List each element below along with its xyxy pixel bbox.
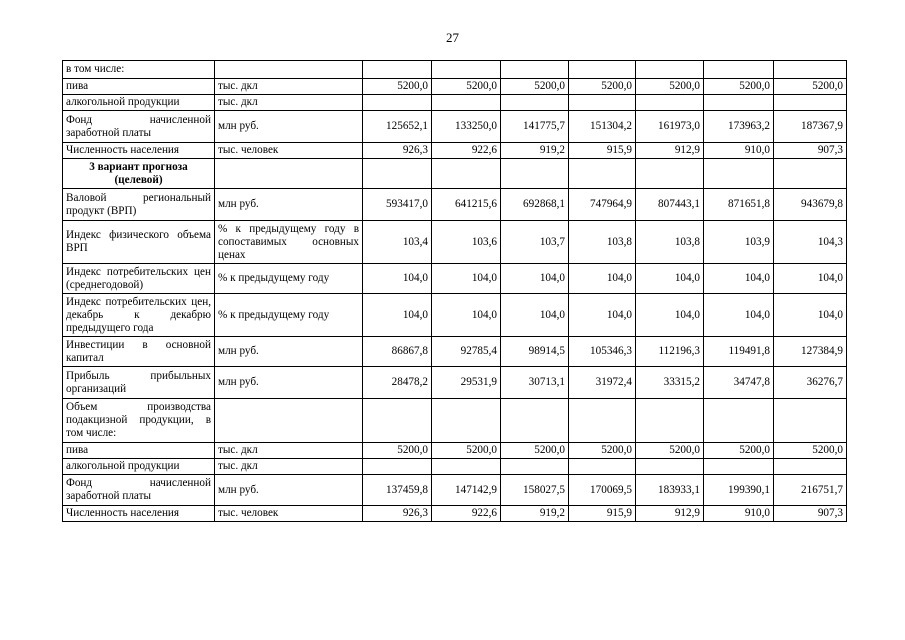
page-number: 27: [446, 30, 459, 45]
value-cell: 103,8: [569, 221, 636, 264]
indicator-name: Численность населения: [63, 506, 215, 522]
value-cell: [432, 159, 501, 189]
value-cell: [774, 61, 847, 79]
value-cell: 30713,1: [501, 367, 569, 399]
indicator-name: алкогольной продукции: [63, 459, 215, 475]
value-cell: [569, 61, 636, 79]
value-cell: 103,8: [636, 221, 704, 264]
value-cell: 943679,8: [774, 189, 847, 221]
value-cell: 5200,0: [501, 79, 569, 95]
value-cell: 161973,0: [636, 111, 704, 143]
value-cell: 910,0: [704, 143, 774, 159]
unit-cell: % к предыдущему году в сопоставимых основных ценах: [215, 221, 363, 264]
value-cell: [432, 95, 501, 111]
table-row: [63, 264, 847, 294]
value-cell: 915,9: [569, 143, 636, 159]
value-cell: 151304,2: [569, 111, 636, 143]
table-row: [63, 189, 847, 221]
unit-cell: [215, 399, 363, 443]
value-cell: 104,0: [501, 294, 569, 337]
value-cell: 34747,8: [704, 367, 774, 399]
unit-cell: тыс. человек: [215, 506, 363, 522]
value-cell: 92785,4: [432, 337, 501, 367]
value-cell: 692868,1: [501, 189, 569, 221]
value-cell: 922,6: [432, 506, 501, 522]
table-row: [63, 95, 847, 111]
value-cell: 147142,9: [432, 475, 501, 506]
indicator-name: алкогольной продукции: [63, 95, 215, 111]
unit-cell: тыс. дкл: [215, 95, 363, 111]
value-cell: [363, 61, 432, 79]
table-row: [63, 111, 847, 143]
value-cell: 919,2: [501, 506, 569, 522]
table-row: [63, 143, 847, 159]
indicator-name: Индекс физического объема ВРП: [63, 221, 215, 264]
value-cell: 104,0: [704, 264, 774, 294]
table-row: [63, 399, 847, 443]
value-cell: 86867,8: [363, 337, 432, 367]
value-cell: [569, 399, 636, 443]
indicator-name: Индекс потребительских цен (среднегодовой): [63, 264, 215, 294]
value-cell: [363, 459, 432, 475]
value-cell: 5200,0: [569, 79, 636, 95]
value-cell: 5200,0: [569, 443, 636, 459]
value-cell: 910,0: [704, 506, 774, 522]
value-cell: 141775,7: [501, 111, 569, 143]
indicator-name: Индекс потребительских цен, декабрь к декабрю предыдущего года: [63, 294, 215, 337]
value-cell: 5200,0: [363, 79, 432, 95]
unit-cell: тыс. дкл: [215, 459, 363, 475]
unit-cell: [215, 159, 363, 189]
table-row: [63, 459, 847, 475]
value-cell: [704, 399, 774, 443]
value-cell: 926,3: [363, 143, 432, 159]
value-cell: 5200,0: [636, 79, 704, 95]
value-cell: 103,7: [501, 221, 569, 264]
indicator-name: Объем производства подакцизной продукции, в том числе:: [63, 399, 215, 443]
value-cell: [636, 459, 704, 475]
value-cell: 137459,8: [363, 475, 432, 506]
value-cell: 33315,2: [636, 367, 704, 399]
unit-cell: % к предыдущему году: [215, 264, 363, 294]
value-cell: 5200,0: [432, 79, 501, 95]
value-cell: 5200,0: [636, 443, 704, 459]
value-cell: 5200,0: [363, 443, 432, 459]
table-row: [63, 443, 847, 459]
value-cell: 104,0: [569, 294, 636, 337]
value-cell: [501, 95, 569, 111]
table-row: [63, 475, 847, 506]
value-cell: [774, 399, 847, 443]
indicator-name: Валовой региональный продукт (ВРП): [63, 189, 215, 221]
value-cell: 187367,9: [774, 111, 847, 143]
value-cell: 5200,0: [774, 79, 847, 95]
value-cell: 104,0: [636, 294, 704, 337]
indicator-name: Прибыль прибыльных организаций: [63, 367, 215, 399]
value-cell: 5200,0: [704, 443, 774, 459]
value-cell: [774, 159, 847, 189]
value-cell: 133250,0: [432, 111, 501, 143]
value-cell: [363, 399, 432, 443]
unit-cell: тыс. человек: [215, 143, 363, 159]
value-cell: 104,3: [774, 221, 847, 264]
value-cell: [774, 95, 847, 111]
value-cell: 912,9: [636, 506, 704, 522]
value-cell: 912,9: [636, 143, 704, 159]
unit-cell: тыс. дкл: [215, 443, 363, 459]
value-cell: [569, 159, 636, 189]
value-cell: 170069,5: [569, 475, 636, 506]
value-cell: [501, 61, 569, 79]
value-cell: [636, 95, 704, 111]
table-row: [63, 61, 847, 79]
value-cell: [636, 61, 704, 79]
value-cell: 104,0: [363, 294, 432, 337]
value-cell: 919,2: [501, 143, 569, 159]
value-cell: 922,6: [432, 143, 501, 159]
value-cell: 103,9: [704, 221, 774, 264]
value-cell: [501, 159, 569, 189]
value-cell: 104,0: [501, 264, 569, 294]
value-cell: 31972,4: [569, 367, 636, 399]
unit-cell: млн руб.: [215, 189, 363, 221]
value-cell: 5200,0: [432, 443, 501, 459]
value-cell: 907,3: [774, 143, 847, 159]
table-row: [63, 337, 847, 367]
value-cell: 103,4: [363, 221, 432, 264]
value-cell: [363, 95, 432, 111]
indicator-name: Инвестиции в основной капитал: [63, 337, 215, 367]
value-cell: 641215,6: [432, 189, 501, 221]
indicator-name: в том числе:: [63, 61, 215, 79]
indicator-name: Фонд начисленной заработной платы: [63, 111, 215, 143]
value-cell: 127384,9: [774, 337, 847, 367]
indicator-name: пива: [63, 79, 215, 95]
value-cell: 907,3: [774, 506, 847, 522]
value-cell: 173963,2: [704, 111, 774, 143]
value-cell: 747964,9: [569, 189, 636, 221]
value-cell: [774, 459, 847, 475]
value-cell: 36276,7: [774, 367, 847, 399]
value-cell: 199390,1: [704, 475, 774, 506]
unit-cell: тыс. дкл: [215, 79, 363, 95]
value-cell: 104,0: [432, 294, 501, 337]
unit-cell: млн руб.: [215, 111, 363, 143]
table-row: [63, 506, 847, 522]
value-cell: [501, 459, 569, 475]
value-cell: 5200,0: [501, 443, 569, 459]
value-cell: [569, 459, 636, 475]
value-cell: 112196,3: [636, 337, 704, 367]
value-cell: 104,0: [704, 294, 774, 337]
value-cell: [636, 159, 704, 189]
value-cell: [636, 399, 704, 443]
value-cell: 28478,2: [363, 367, 432, 399]
table-row: [63, 221, 847, 264]
value-cell: [704, 61, 774, 79]
value-cell: [432, 459, 501, 475]
value-cell: 98914,5: [501, 337, 569, 367]
value-cell: 104,0: [363, 264, 432, 294]
value-cell: 5200,0: [704, 79, 774, 95]
indicator-name: Численность населения: [63, 143, 215, 159]
value-cell: [432, 399, 501, 443]
unit-cell: млн руб.: [215, 475, 363, 506]
unit-cell: млн руб.: [215, 337, 363, 367]
value-cell: 104,0: [774, 294, 847, 337]
value-cell: 216751,7: [774, 475, 847, 506]
value-cell: [501, 399, 569, 443]
indicator-name: Фонд начисленной заработной платы: [63, 475, 215, 506]
value-cell: 104,0: [774, 264, 847, 294]
value-cell: 119491,8: [704, 337, 774, 367]
value-cell: 104,0: [636, 264, 704, 294]
value-cell: 105346,3: [569, 337, 636, 367]
value-cell: 871651,8: [704, 189, 774, 221]
value-cell: [363, 159, 432, 189]
forecast-table: [62, 60, 847, 522]
value-cell: 104,0: [432, 264, 501, 294]
table-row: [63, 367, 847, 399]
indicator-name: пива: [63, 443, 215, 459]
table-row: [63, 79, 847, 95]
unit-cell: [215, 61, 363, 79]
value-cell: 926,3: [363, 506, 432, 522]
value-cell: 807443,1: [636, 189, 704, 221]
unit-cell: млн руб.: [215, 367, 363, 399]
value-cell: [704, 459, 774, 475]
table-row: [63, 294, 847, 337]
table-body: [63, 61, 847, 522]
value-cell: 5200,0: [774, 443, 847, 459]
value-cell: 915,9: [569, 506, 636, 522]
value-cell: 158027,5: [501, 475, 569, 506]
value-cell: [704, 95, 774, 111]
value-cell: 125652,1: [363, 111, 432, 143]
value-cell: [569, 95, 636, 111]
value-cell: 29531,9: [432, 367, 501, 399]
value-cell: 593417,0: [363, 189, 432, 221]
value-cell: 103,6: [432, 221, 501, 264]
value-cell: 183933,1: [636, 475, 704, 506]
value-cell: [704, 159, 774, 189]
unit-cell: % к предыдущему году: [215, 294, 363, 337]
value-cell: [432, 61, 501, 79]
section-heading: 3 вариант прогноза (целевой): [63, 159, 215, 189]
value-cell: 104,0: [569, 264, 636, 294]
table-row: [63, 159, 847, 189]
